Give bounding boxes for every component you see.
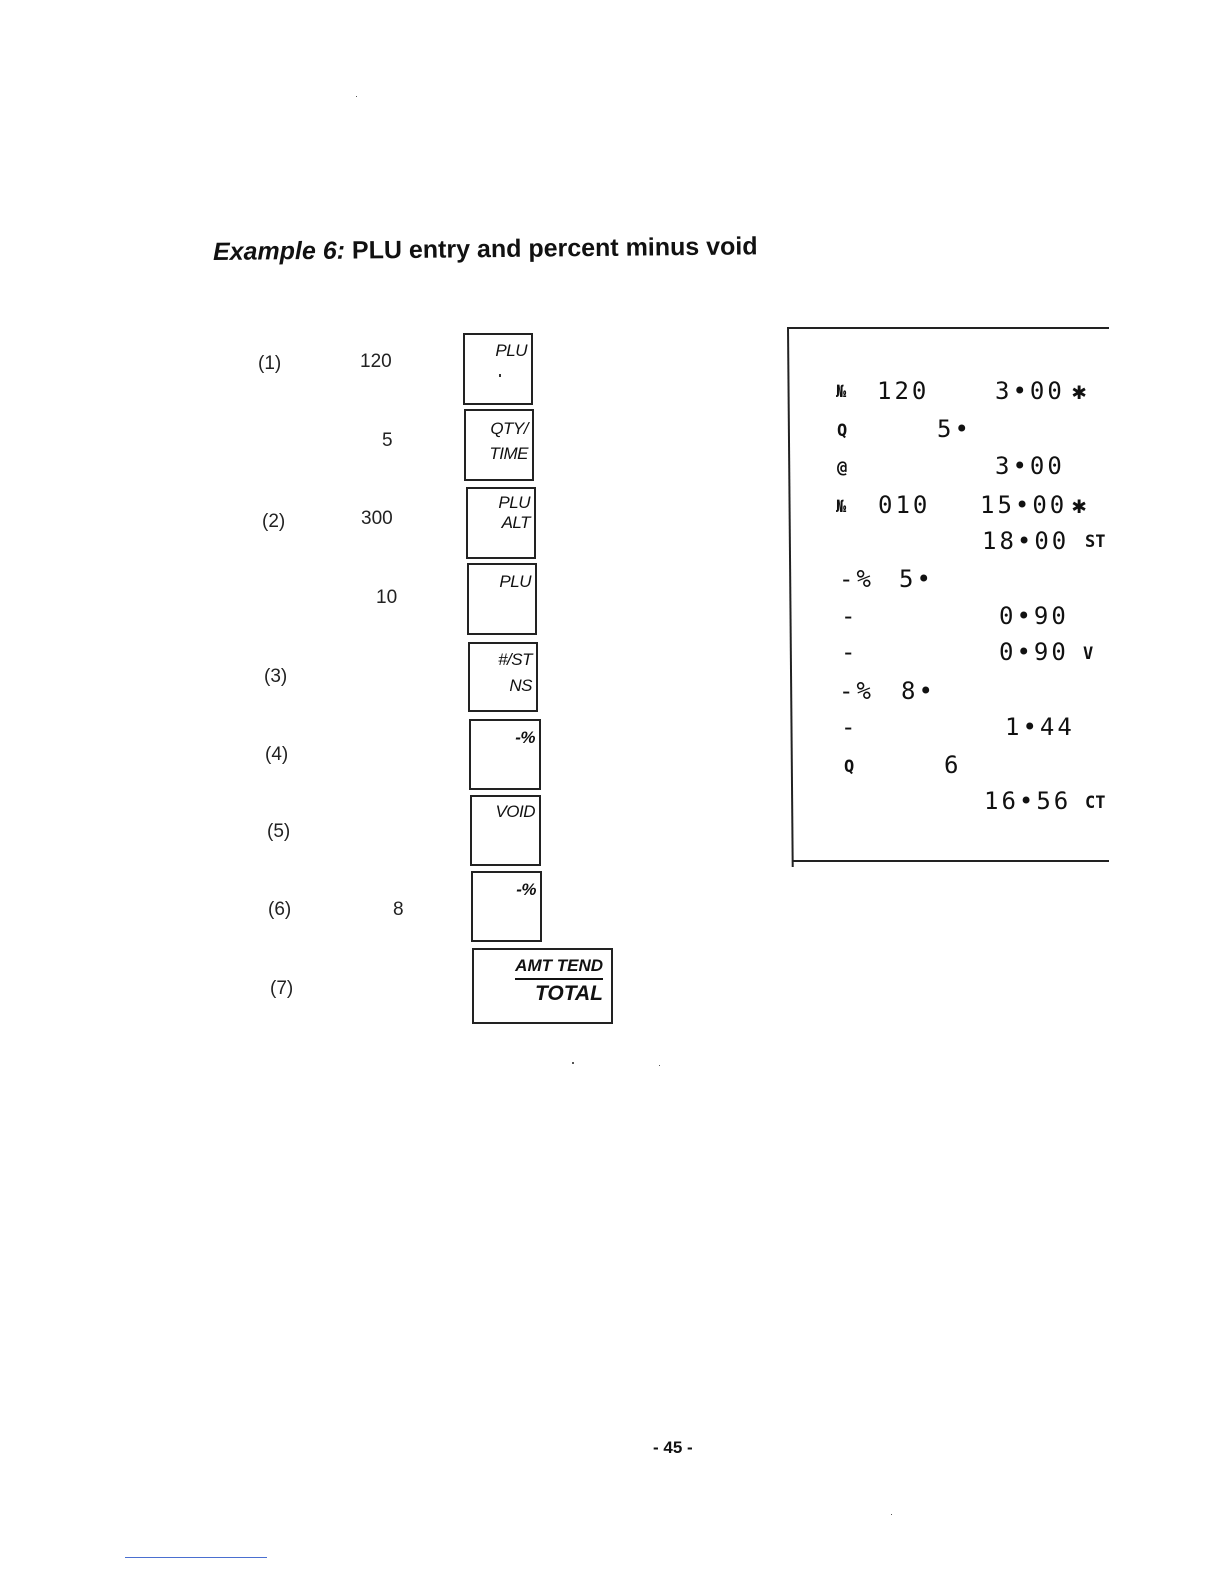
step-2: (2) — [262, 511, 286, 532]
step-5: (5) — [267, 821, 291, 842]
step-7: (7) — [270, 978, 294, 999]
entry-5: 5 — [382, 430, 393, 451]
step-1: (1) — [258, 353, 282, 374]
at-symbol-icon: @ — [837, 458, 848, 478]
qty-key-label-bottom: TIME — [489, 444, 528, 463]
receipt-line8-symbol: - — [841, 638, 859, 666]
receipt-line5-subtotal: 18•00 — [982, 527, 1070, 555]
receipt-line2-qty: 5• — [937, 415, 972, 443]
receipt-line3-amount: 3•00 — [995, 452, 1065, 480]
receipt-line12-total: 16•56 — [984, 787, 1072, 815]
scan-speck — [659, 1065, 660, 1066]
receipt-line1-mark: ✱ — [1072, 377, 1090, 405]
receipt-line4-code: 010 — [878, 491, 931, 519]
receipt-line10-symbol: - — [841, 713, 859, 741]
key-tick-mark — [499, 374, 501, 377]
scan-speck — [572, 1062, 574, 1064]
receipt-line6-rate: 5• — [899, 565, 934, 593]
cash-total-symbol-icon: CT — [1085, 793, 1106, 813]
receipt-line4-amount: 15•00 — [980, 491, 1068, 519]
entry-300: 300 — [361, 508, 393, 529]
step-6: (6) — [268, 899, 292, 920]
percent-minus-key — [469, 719, 541, 790]
subtotal-ns-key — [468, 642, 538, 712]
subtotal-key-label-top: #/ST — [498, 650, 532, 669]
plu-alt-label-top: PLU — [498, 493, 530, 512]
quantity-symbol-icon: Q — [837, 421, 848, 441]
receipt-bottom-edge — [793, 860, 1109, 862]
receipt-top-edge — [787, 327, 1109, 329]
receipt-line7-amount: 0•90 — [999, 602, 1069, 630]
receipt-line8-amount: 0•90 — [999, 638, 1069, 666]
amt-tend-total-key — [472, 948, 613, 1024]
example-title: PLU entry and percent minus void — [351, 232, 758, 265]
subtotal-symbol-icon: ST — [1085, 532, 1106, 552]
receipt-line1-code: 120 — [877, 377, 930, 405]
percent-minus-key-label: -% — [515, 728, 535, 747]
entry-120: 120 — [360, 351, 392, 372]
entry-10: 10 — [376, 587, 398, 608]
scan-speck — [356, 96, 357, 97]
plu-symbol-icon: № — [836, 382, 847, 402]
step-3: (3) — [264, 666, 288, 687]
footer-rule — [125, 1557, 267, 1558]
page-number: - 45 - — [653, 1438, 693, 1457]
receipt-left-edge — [787, 327, 794, 867]
qty-key-label-top: QTY/ — [490, 419, 528, 438]
plu-key-2 — [467, 563, 537, 635]
receipt-line9-rate: 8• — [901, 677, 936, 705]
percent-minus-key-2-label: -% — [516, 880, 536, 899]
receipt-line9-symbol: -% — [839, 677, 874, 705]
receipt-line1-amount: 3•00 — [995, 377, 1065, 405]
plu-key-label: PLU — [495, 341, 527, 360]
void-symbol-icon: V — [1083, 644, 1094, 664]
subtotal-key-label-bottom: NS — [509, 676, 532, 695]
quantity-symbol-icon-2: Q — [844, 757, 855, 777]
total-label: TOTAL — [534, 982, 603, 1005]
receipt-line7-symbol: - — [841, 602, 859, 630]
entry-8: 8 — [393, 899, 404, 920]
receipt-line4-mark: ✱ — [1072, 491, 1090, 519]
void-key — [470, 795, 541, 866]
plu-symbol-icon-2: № — [836, 497, 847, 517]
receipt-printout — [787, 327, 1109, 867]
scan-speck — [891, 1514, 892, 1515]
example-heading — [213, 232, 758, 267]
plu-alt-label-bottom: ALT — [501, 513, 530, 532]
step-4: (4) — [265, 744, 289, 765]
percent-minus-key-2 — [471, 871, 542, 942]
void-key-label: VOID — [495, 802, 535, 821]
qty-time-key — [464, 409, 534, 481]
plu-key — [463, 333, 533, 405]
plu-alt-key — [466, 487, 536, 559]
receipt-line6-symbol: -% — [839, 565, 874, 593]
receipt-line11-qty: 6 — [944, 751, 962, 779]
receipt-line10-amount: 1•44 — [1005, 713, 1075, 741]
plu-key-2-label: PLU — [499, 572, 531, 591]
amt-tend-label: AMT TEND — [515, 956, 603, 980]
example-label: Example 6: — [212, 236, 346, 266]
